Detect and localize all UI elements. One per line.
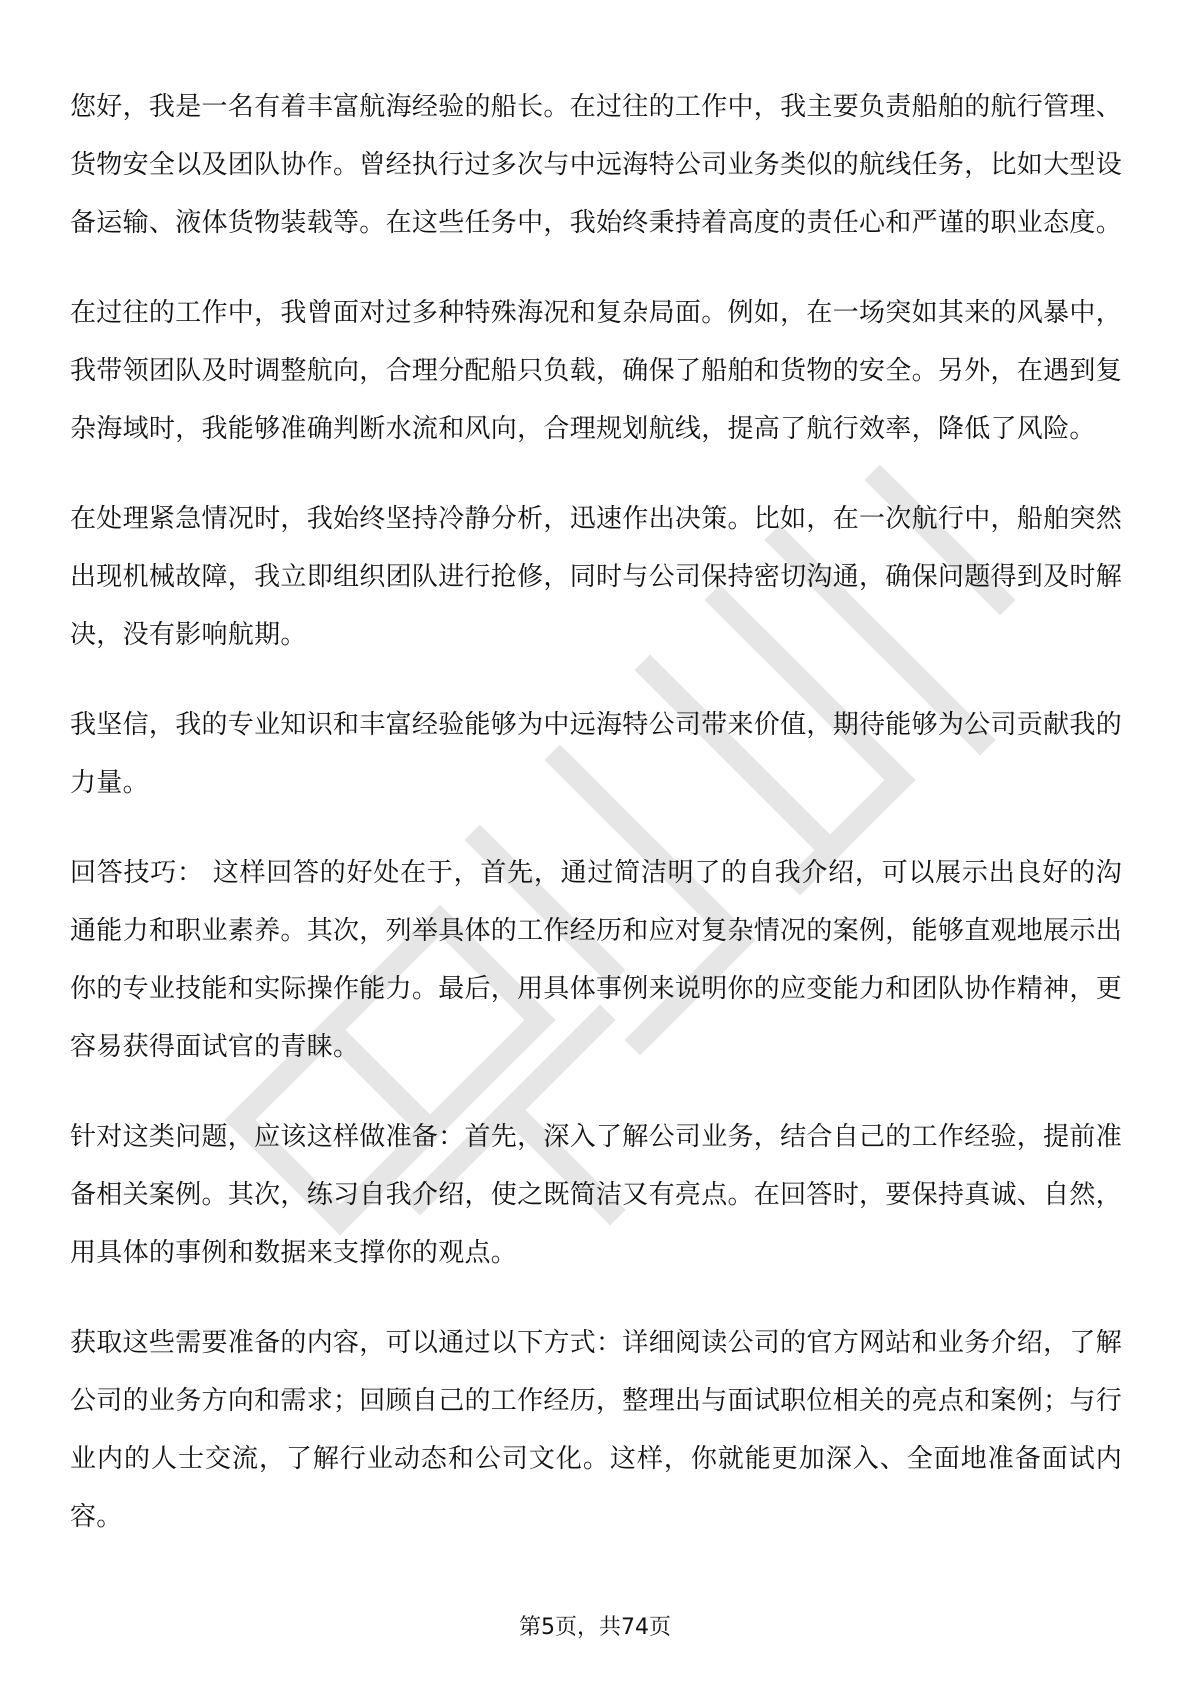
paragraph-5: 回答技巧： 这样回答的好处在于，首先，通过简洁明了的自我介绍，可以展示出良好的沟通能力和职业素养。其次，列举具体的工作经历和应对复杂情况的案例，能够直观地展示出你的专业技能和实际操作能力。最后，用具体事例来说明你的应变能力和团队协作精神，更容易获得面试官的青睐。 xyxy=(70,858,1123,1062)
paragraph-3: 在处理紧急情况时，我始终坚持冷静分析，迅速作出决策。比如，在一次航行中，船舶突然出现机械故障，我立即组织团队进行抢修，同时与公司保持密切沟通，确保问题得到及时解决，没有影响航期。 xyxy=(70,504,1123,650)
paragraph-2: 在过往的工作中，我曾面对过多种特殊海况和复杂局面。例如，在一场突如其来的风暴中，我带领团队及时调整航向，合理分配船只负载，确保了船舶和货物的安全。另外，在遇到复杂海域时，我能够准确判断水流和风向，合理规划航线，提高了航行效率，降低了风险。 xyxy=(70,298,1123,444)
document-body xyxy=(70,78,1122,1578)
paragraph-1: 您好，我是一名有着丰富航海经验的船长。在过往的工作中，我主要负责船舶的航行管理、货物安全以及团队协作。曾经执行过多次与中远海特公司业务类似的航线任务，比如大型设备运输、液体货物装载等。在这些任务中，我始终秉持着高度的责任心和严谨的职业态度。 xyxy=(70,92,1123,238)
paragraph-4: 我坚信，我的专业知识和丰富经验能够为中远海特公司带来价值，期待能够为公司贡献我的力量。 xyxy=(70,710,1123,798)
paragraph-7: 获取这些需要准备的内容，可以通过以下方式：详细阅读公司的官方网站和业务介绍，了解公司的业务方向和需求；回顾自己的工作经历，整理出与面试职位相关的亮点和案例；与行业内的人士交流，了解行业动态和公司文化。这样，你就能更加深入、全面地准备面试内容。 xyxy=(70,1328,1123,1532)
paragraph-6: 针对这类问题，应该这样做准备：首先，深入了解公司业务，结合自己的工作经验，提前准备相关案例。其次，练习自我介绍，使之既简洁又有亮点。在回答时，要保持真诚、自然，用具体的事例和数据来支撑你的观点。 xyxy=(70,1122,1123,1268)
page-number: 第5页，共74页 xyxy=(519,1615,671,1640)
